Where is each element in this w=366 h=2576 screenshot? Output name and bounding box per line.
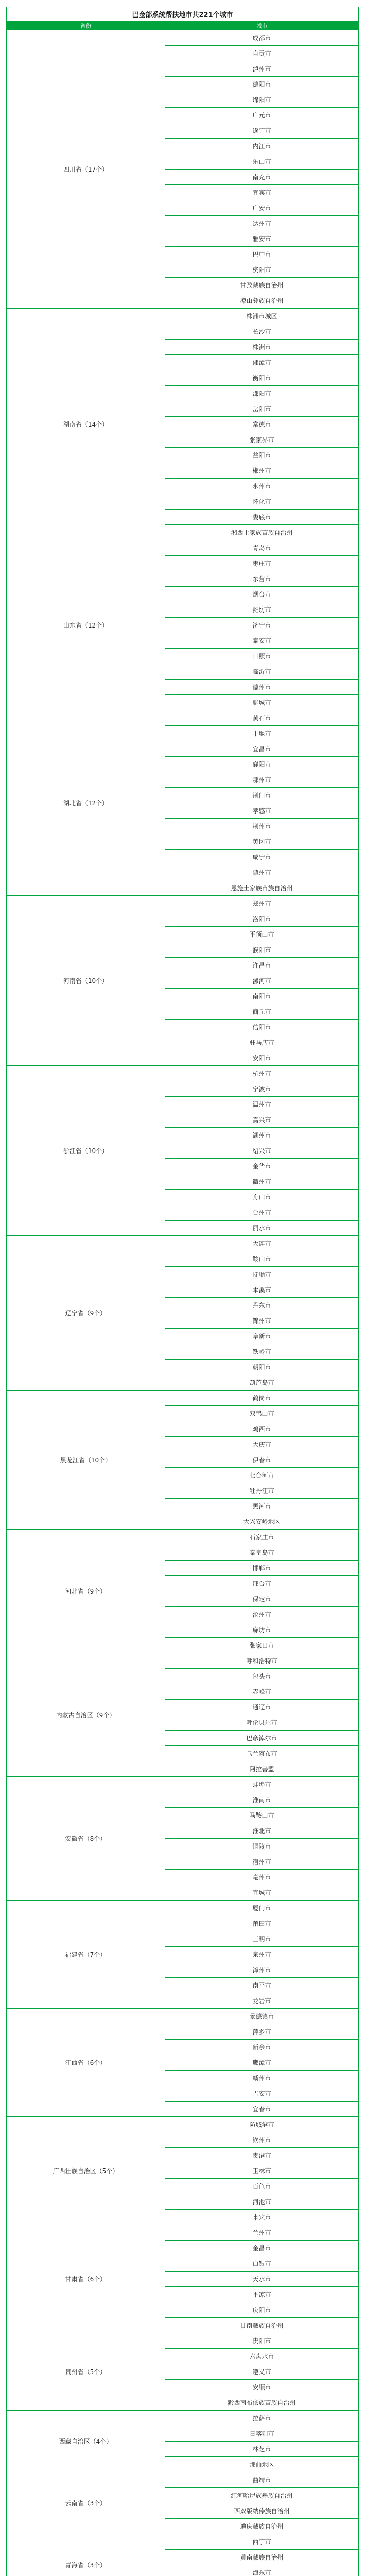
city-cell: 台州市 bbox=[165, 1205, 359, 1221]
city-cell: 呼和浩特市 bbox=[165, 1653, 359, 1669]
city-cell: 广安市 bbox=[165, 200, 359, 216]
city-cell: 安阳市 bbox=[165, 1050, 359, 1066]
city-cell: 丽水市 bbox=[165, 1221, 359, 1236]
city-cell: 郴州市 bbox=[165, 463, 359, 479]
city-cell: 株洲市城区 bbox=[165, 309, 359, 324]
city-cell: 新余市 bbox=[165, 2040, 359, 2055]
province-cell: 福建省（7个） bbox=[7, 1901, 165, 2009]
city-cell: 厦门市 bbox=[165, 1901, 359, 1916]
city-cell: 衢州市 bbox=[165, 1174, 359, 1190]
city-cell: 泉州市 bbox=[165, 1947, 359, 1962]
city-cell: 丹东市 bbox=[165, 1298, 359, 1313]
city-cell: 安顺市 bbox=[165, 2380, 359, 2395]
city-cell: 舟山市 bbox=[165, 1190, 359, 1205]
city-cell: 遂宁市 bbox=[165, 123, 359, 139]
city-cell: 随州市 bbox=[165, 865, 359, 880]
city-cell: 防城港市 bbox=[165, 2117, 359, 2132]
city-cell: 自贡市 bbox=[165, 46, 359, 61]
table-row bbox=[7, 2117, 359, 2132]
city-cell: 鄂州市 bbox=[165, 772, 359, 788]
city-cell: 荆州市 bbox=[165, 819, 359, 834]
city-cell: 绵阳市 bbox=[165, 92, 359, 108]
city-cell: 马鞍山市 bbox=[165, 1808, 359, 1823]
table-row bbox=[7, 1901, 359, 1916]
header-province: 省份 bbox=[7, 21, 165, 30]
province-cell: 湖北省（12个） bbox=[7, 710, 165, 896]
city-cell: 鞍山市 bbox=[165, 1251, 359, 1267]
city-cell: 德阳市 bbox=[165, 77, 359, 92]
table-row bbox=[7, 2534, 359, 2550]
table-row bbox=[7, 1236, 359, 1251]
city-cell: 成都市 bbox=[165, 30, 359, 46]
city-cell: 宜宾市 bbox=[165, 185, 359, 200]
city-cell: 南平市 bbox=[165, 1978, 359, 1993]
city-cell: 吉安市 bbox=[165, 2086, 359, 2102]
province-cell: 青海省（3个） bbox=[7, 2534, 165, 2576]
city-cell: 聊城市 bbox=[165, 695, 359, 710]
city-cell: 平顶山市 bbox=[165, 927, 359, 942]
city-cell: 济宁市 bbox=[165, 618, 359, 633]
table-row bbox=[7, 2411, 359, 2426]
table-row bbox=[7, 309, 359, 324]
province-cell: 山东省（12个） bbox=[7, 540, 165, 710]
city-cell: 青岛市 bbox=[165, 540, 359, 556]
city-cell: 宿州市 bbox=[165, 1854, 359, 1870]
city-cell: 乐山市 bbox=[165, 154, 359, 170]
city-cell: 七台河市 bbox=[165, 1468, 359, 1483]
city-cell: 烟台市 bbox=[165, 587, 359, 602]
table-row bbox=[7, 710, 359, 726]
city-cell: 金华市 bbox=[165, 1159, 359, 1174]
city-cell: 日照市 bbox=[165, 649, 359, 664]
city-cell: 莆田市 bbox=[165, 1916, 359, 1931]
province-cell: 内蒙古自治区（9个） bbox=[7, 1653, 165, 1777]
city-cell: 百色市 bbox=[165, 2179, 359, 2194]
city-cell: 铜陵市 bbox=[165, 1839, 359, 1854]
city-cell: 信阳市 bbox=[165, 1020, 359, 1035]
city-cell: 临沂市 bbox=[165, 664, 359, 680]
province-cell: 西藏自治区（4个） bbox=[7, 2411, 165, 2472]
city-cell: 南充市 bbox=[165, 170, 359, 185]
city-cell: 漯河市 bbox=[165, 973, 359, 989]
city-cell: 荆门市 bbox=[165, 788, 359, 803]
city-cell: 淮北市 bbox=[165, 1823, 359, 1839]
city-cell: 林芝市 bbox=[165, 2442, 359, 2457]
province-cell: 湖南省（14个） bbox=[7, 309, 165, 540]
city-cell: 金昌市 bbox=[165, 2241, 359, 2256]
city-cell: 东营市 bbox=[165, 571, 359, 587]
table-row bbox=[7, 1653, 359, 1669]
province-cell: 辽宁省（9个） bbox=[7, 1236, 165, 1391]
city-cell: 商丘市 bbox=[165, 1004, 359, 1020]
city-cell: 宣城市 bbox=[165, 1885, 359, 1901]
city-cell: 巴中市 bbox=[165, 247, 359, 262]
city-cell: 红河哈尼族彝族自治州 bbox=[165, 2488, 359, 2503]
province-cell: 浙江省（10个） bbox=[7, 1066, 165, 1236]
city-cell: 鸡西市 bbox=[165, 1421, 359, 1437]
province-cell: 广西壮族自治区（5个） bbox=[7, 2117, 165, 2225]
city-cell: 玉林市 bbox=[165, 2163, 359, 2179]
header-row bbox=[7, 21, 359, 30]
city-cell: 湘潭市 bbox=[165, 355, 359, 370]
table-row bbox=[7, 2225, 359, 2241]
city-cell: 葫芦岛市 bbox=[165, 1375, 359, 1391]
province-cell: 黑龙江省（10个） bbox=[7, 1391, 165, 1530]
city-cell: 三明市 bbox=[165, 1931, 359, 1947]
city-cell: 孝感市 bbox=[165, 803, 359, 819]
city-cell: 长沙市 bbox=[165, 324, 359, 340]
province-cell: 云南省（3个） bbox=[7, 2472, 165, 2534]
city-cell: 亳州市 bbox=[165, 1870, 359, 1885]
city-cell: 六盘水市 bbox=[165, 2349, 359, 2364]
city-cell: 内江市 bbox=[165, 139, 359, 154]
city-cell: 张家口市 bbox=[165, 1638, 359, 1653]
city-cell: 大连市 bbox=[165, 1236, 359, 1251]
city-cell: 黄冈市 bbox=[165, 834, 359, 850]
table-row bbox=[7, 1066, 359, 1081]
city-cell: 曲靖市 bbox=[165, 2472, 359, 2488]
city-cell: 庆阳市 bbox=[165, 2302, 359, 2318]
province-cell: 四川省（17个） bbox=[7, 30, 165, 309]
city-cell: 宁波市 bbox=[165, 1081, 359, 1097]
city-cell: 咸宁市 bbox=[165, 850, 359, 865]
table-row bbox=[7, 2009, 359, 2024]
province-cell: 甘肃省（6个） bbox=[7, 2225, 165, 2333]
city-cell: 湘西土家族苗族自治州 bbox=[165, 525, 359, 540]
city-cell: 黔西南布依族苗族自治州 bbox=[165, 2395, 359, 2411]
city-cell: 邢台市 bbox=[165, 1576, 359, 1591]
city-cell: 黄石市 bbox=[165, 710, 359, 726]
city-cell: 本溪市 bbox=[165, 1282, 359, 1298]
city-cell: 郑州市 bbox=[165, 896, 359, 911]
city-cell: 黄南藏族自治州 bbox=[165, 2550, 359, 2565]
city-cell: 雅安市 bbox=[165, 231, 359, 247]
city-cell: 岳阳市 bbox=[165, 401, 359, 417]
city-cell: 阿拉善盟 bbox=[165, 1761, 359, 1777]
city-cell: 兰州市 bbox=[165, 2225, 359, 2241]
province-cell: 安徽省（8个） bbox=[7, 1777, 165, 1901]
city-cell: 河池市 bbox=[165, 2194, 359, 2210]
province-cell: 江西省（6个） bbox=[7, 2009, 165, 2117]
city-cell: 来宾市 bbox=[165, 2210, 359, 2225]
city-cell: 绍兴市 bbox=[165, 1143, 359, 1159]
city-cell: 娄底市 bbox=[165, 510, 359, 525]
city-cell: 通辽市 bbox=[165, 1700, 359, 1715]
city-cell: 保定市 bbox=[165, 1591, 359, 1607]
city-cell: 石家庄市 bbox=[165, 1530, 359, 1545]
header-city: 城市 bbox=[165, 21, 359, 30]
city-cell: 大兴安岭地区 bbox=[165, 1514, 359, 1530]
city-cell: 呼伦贝尔市 bbox=[165, 1715, 359, 1731]
city-cell: 牡丹江市 bbox=[165, 1483, 359, 1499]
city-cell: 朝阳市 bbox=[165, 1360, 359, 1375]
city-cell: 达州市 bbox=[165, 216, 359, 231]
city-cell: 铁岭市 bbox=[165, 1344, 359, 1360]
city-cell: 抚顺市 bbox=[165, 1267, 359, 1282]
city-cell: 大庆市 bbox=[165, 1437, 359, 1452]
city-cell: 黑河市 bbox=[165, 1499, 359, 1514]
city-cell: 漳州市 bbox=[165, 1962, 359, 1978]
city-cell: 萍乡市 bbox=[165, 2024, 359, 2040]
city-cell: 龙岩市 bbox=[165, 1993, 359, 2009]
table-row bbox=[7, 540, 359, 556]
city-cell: 许昌市 bbox=[165, 958, 359, 973]
city-cell: 永州市 bbox=[165, 479, 359, 494]
table-row bbox=[7, 1391, 359, 1406]
city-cell: 洛阳市 bbox=[165, 911, 359, 927]
province-cell: 贵州省（5个） bbox=[7, 2333, 165, 2411]
province-cell: 河南省（10个） bbox=[7, 896, 165, 1066]
table-row bbox=[7, 30, 359, 46]
city-cell: 甘南藏族自治州 bbox=[165, 2318, 359, 2333]
city-cell: 包头市 bbox=[165, 1669, 359, 1684]
city-cell: 邵阳市 bbox=[165, 386, 359, 401]
city-cell: 锦州市 bbox=[165, 1313, 359, 1329]
title-row bbox=[7, 7, 359, 21]
city-cell: 衡阳市 bbox=[165, 370, 359, 386]
city-cell: 张家界市 bbox=[165, 432, 359, 448]
city-cell: 泸州市 bbox=[165, 61, 359, 77]
city-cell: 常德市 bbox=[165, 417, 359, 432]
city-cell: 乌兰察布市 bbox=[165, 1746, 359, 1761]
city-cell: 枣庄市 bbox=[165, 556, 359, 571]
city-cell: 凉山彝族自治州 bbox=[165, 293, 359, 309]
city-cell: 湖州市 bbox=[165, 1128, 359, 1143]
city-cell: 钦州市 bbox=[165, 2132, 359, 2148]
city-cell: 赣州市 bbox=[165, 2071, 359, 2086]
city-cell: 驻马店市 bbox=[165, 1035, 359, 1050]
table-row bbox=[7, 1530, 359, 1545]
table-row bbox=[7, 2333, 359, 2349]
city-cell: 那曲地区 bbox=[165, 2457, 359, 2472]
city-cell: 嘉兴市 bbox=[165, 1112, 359, 1128]
city-cell: 廊坊市 bbox=[165, 1622, 359, 1638]
city-cell: 贵阳市 bbox=[165, 2333, 359, 2349]
province-cell: 河北省（9个） bbox=[7, 1530, 165, 1653]
city-cell: 温州市 bbox=[165, 1097, 359, 1112]
city-cell: 潍坊市 bbox=[165, 602, 359, 618]
city-cell: 宜昌市 bbox=[165, 741, 359, 757]
city-cell: 白银市 bbox=[165, 2256, 359, 2272]
city-cell: 株洲市 bbox=[165, 340, 359, 355]
city-cell: 海东市 bbox=[165, 2565, 359, 2576]
city-cell: 西宁市 bbox=[165, 2534, 359, 2550]
city-cell: 拉萨市 bbox=[165, 2411, 359, 2426]
city-cell: 天水市 bbox=[165, 2272, 359, 2287]
city-cell: 贵港市 bbox=[165, 2148, 359, 2163]
table-title: 巴金部系统帮扶地市共221个城市 bbox=[7, 7, 359, 21]
city-cell: 平凉市 bbox=[165, 2287, 359, 2302]
city-list-table bbox=[6, 7, 359, 2576]
city-cell: 迪庆藏族自治州 bbox=[165, 2519, 359, 2534]
city-cell: 景德镇市 bbox=[165, 2009, 359, 2024]
city-cell: 泰安市 bbox=[165, 633, 359, 649]
city-cell: 襄阳市 bbox=[165, 757, 359, 772]
city-cell: 巴彦淖尔市 bbox=[165, 1731, 359, 1746]
city-cell: 杭州市 bbox=[165, 1066, 359, 1081]
city-cell: 阜新市 bbox=[165, 1329, 359, 1344]
table-row bbox=[7, 2472, 359, 2488]
city-cell: 濮阳市 bbox=[165, 942, 359, 958]
city-cell: 淮南市 bbox=[165, 1792, 359, 1808]
city-cell: 西双版纳傣族自治州 bbox=[165, 2503, 359, 2519]
city-cell: 邯郸市 bbox=[165, 1561, 359, 1576]
city-cell: 沧州市 bbox=[165, 1607, 359, 1622]
table-row bbox=[7, 896, 359, 911]
city-cell: 遵义市 bbox=[165, 2364, 359, 2380]
city-cell: 鹤岗市 bbox=[165, 1391, 359, 1406]
city-cell: 双鸭山市 bbox=[165, 1406, 359, 1421]
city-cell: 秦皇岛市 bbox=[165, 1545, 359, 1561]
city-cell: 赤峰市 bbox=[165, 1684, 359, 1700]
city-cell: 德州市 bbox=[165, 680, 359, 695]
city-cell: 十堰市 bbox=[165, 726, 359, 741]
city-cell: 资阳市 bbox=[165, 262, 359, 278]
city-cell: 蚌埠市 bbox=[165, 1777, 359, 1792]
table-row bbox=[7, 1777, 359, 1792]
table-body bbox=[7, 30, 359, 2576]
city-cell: 伊春市 bbox=[165, 1452, 359, 1468]
city-cell: 怀化市 bbox=[165, 494, 359, 510]
city-cell: 益阳市 bbox=[165, 448, 359, 463]
city-cell: 宜春市 bbox=[165, 2102, 359, 2117]
city-cell: 鹰潭市 bbox=[165, 2055, 359, 2071]
city-cell: 南阳市 bbox=[165, 989, 359, 1004]
city-cell: 日喀则市 bbox=[165, 2426, 359, 2442]
city-cell: 广元市 bbox=[165, 108, 359, 123]
city-cell: 甘孜藏族自治州 bbox=[165, 278, 359, 293]
city-cell: 恩施土家族苗族自治州 bbox=[165, 880, 359, 896]
